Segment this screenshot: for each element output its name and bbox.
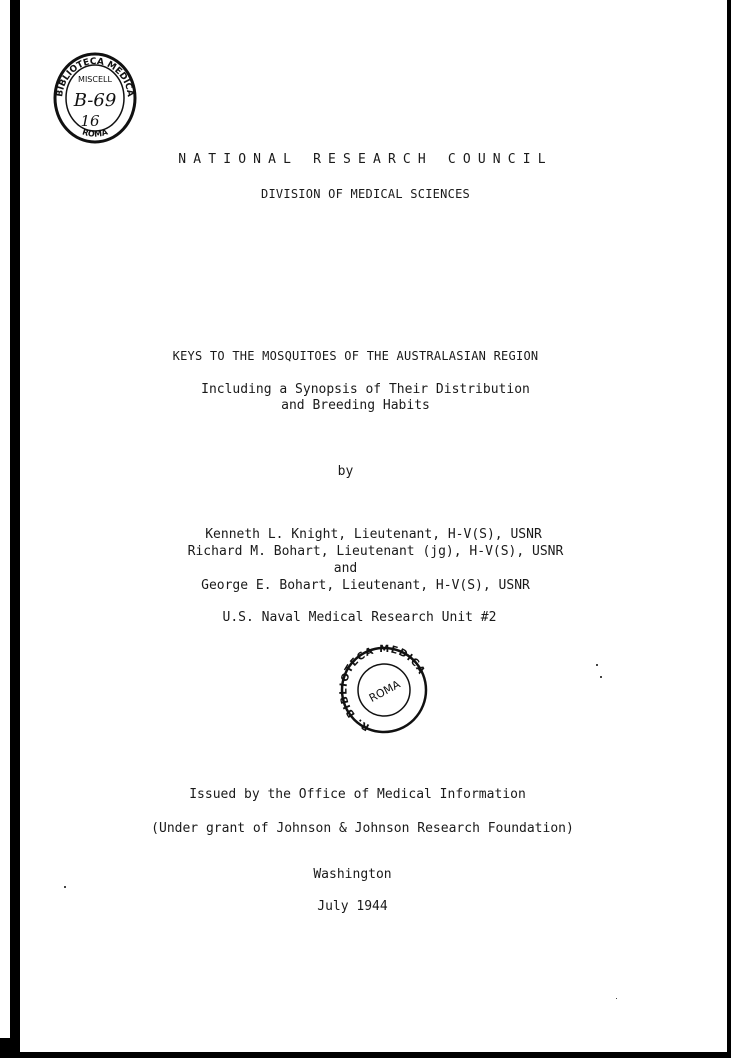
stamp-top-bottom-text: ROMA	[81, 127, 109, 139]
stamp-top-shelfmark-1: B-69	[73, 90, 117, 111]
grant-note: (Under grant of Johnson & Johnson Research Foundation)	[151, 821, 574, 836]
stamp-center-ring-text: R. BIBLIOTECA MEDICA	[338, 643, 427, 733]
author-conjunction: and	[333, 561, 358, 576]
author-2: Richard M. Bohart, Lieutenant (jg), H-V(S), USNR	[187, 544, 564, 559]
document-subtitle-1: Including a Synopsis of Their Distribution	[201, 382, 530, 397]
stamp-top-shelfmark-2: 16	[80, 112, 100, 130]
scan-speck	[600, 676, 602, 678]
document-title: KEYS TO THE MOSQUITOES OF THE AUSTRALASIAN REGION	[172, 349, 539, 363]
scan-speck	[596, 664, 598, 666]
org-heading: NATIONAL RESEARCH COUNCIL	[178, 152, 553, 167]
library-stamp-center	[338, 642, 430, 738]
author-3: George E. Bohart, Lieutenant, H-V(S), USNR	[201, 578, 530, 593]
stamp-top-ring-text: BIBLIOTECA MEDICA	[55, 56, 135, 98]
stamp-center-text: ROMA	[366, 677, 403, 705]
library-stamp-top	[50, 50, 140, 146]
scan-edge-bottom	[0, 1052, 731, 1058]
scan-corner	[0, 1038, 20, 1058]
author-1: Kenneth L. Knight, Lieutenant, H-V(S), USNR	[205, 527, 542, 542]
issued-by: Issued by the Office of Medical Information	[189, 787, 526, 802]
byline: by	[337, 464, 354, 479]
document-subtitle-2: and Breeding Habits	[281, 398, 430, 413]
scan-speck	[616, 998, 617, 999]
research-unit: U.S. Naval Medical Research Unit #2	[222, 610, 497, 625]
scan-speck	[64, 886, 66, 888]
publication-date: July 1944	[317, 899, 388, 914]
stamp-top-header: MISCELL	[78, 75, 112, 84]
place-of-publication: Washington	[313, 867, 392, 882]
division-heading: DIVISION OF MEDICAL SCIENCES	[260, 187, 470, 201]
